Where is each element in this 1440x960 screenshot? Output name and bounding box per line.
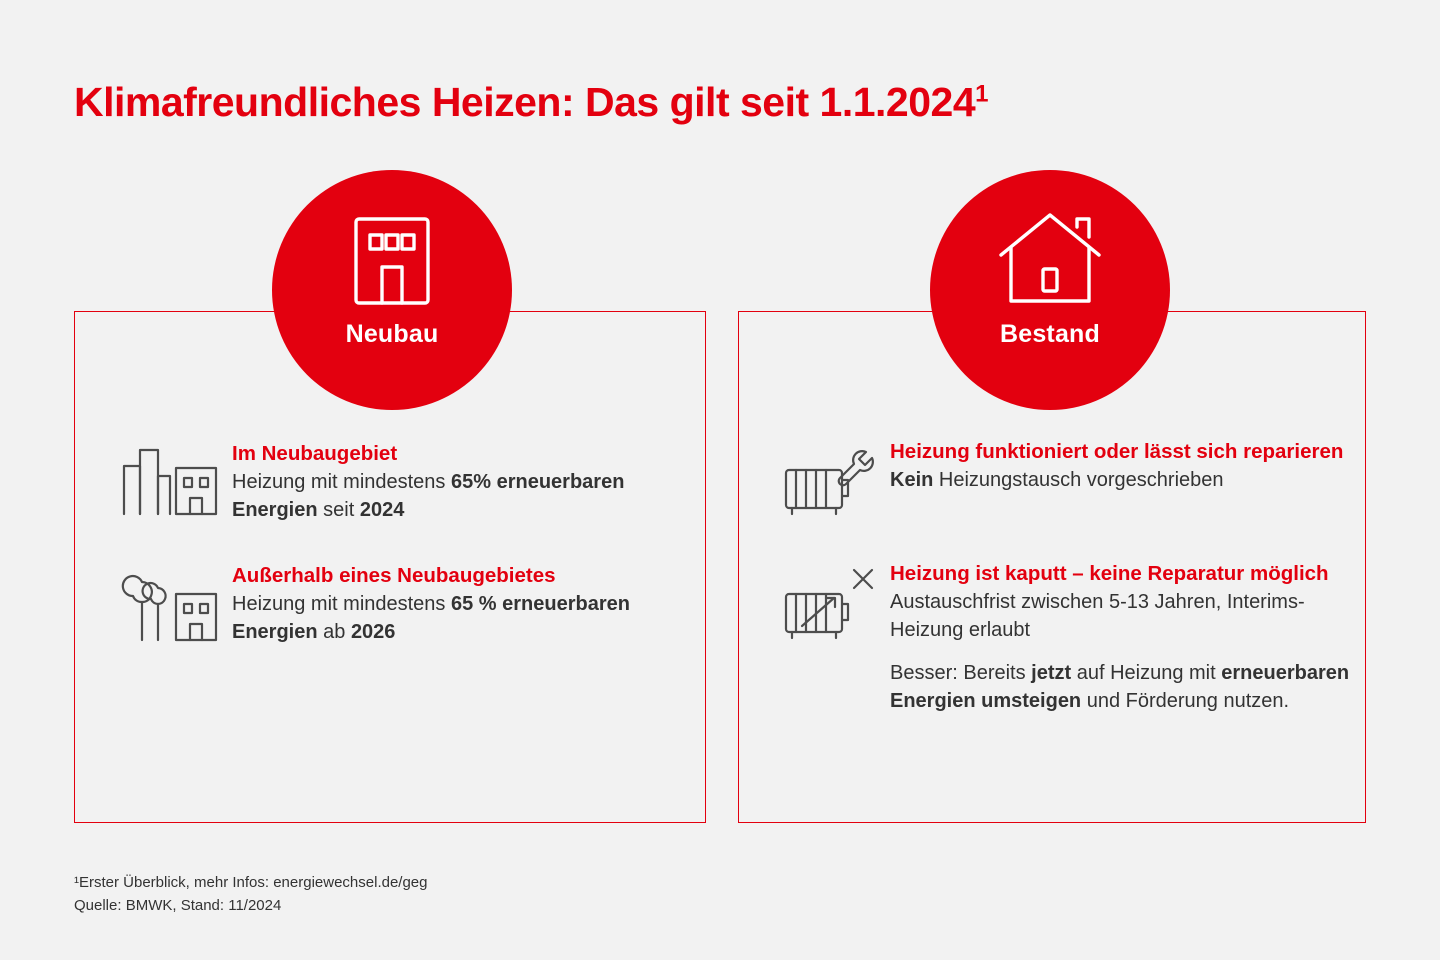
item-neubaugebiet-heading: Im Neubaugebiet bbox=[232, 442, 398, 465]
item-neubaugebiet bbox=[120, 440, 700, 524]
item-heizung-funktioniert-body: Kein Heizungstausch vorgeschrieben bbox=[890, 469, 1224, 492]
item-ausserhalb-neubaugebiet-text bbox=[232, 562, 700, 646]
badge-neubau bbox=[272, 170, 512, 410]
badge-bestand-label: Bestand bbox=[999, 320, 1101, 348]
item-heizung-kaputt-text bbox=[890, 560, 1358, 715]
item-neubaugebiet-text bbox=[232, 440, 700, 524]
item-heizung-funktioniert bbox=[778, 438, 1348, 522]
trees-and-house-icon bbox=[120, 562, 232, 644]
item-heizung-kaputt-body-2: Besser: Bereits jetzt auf Heizung mit erneuerbaren Energien umsteigen und Förderung nutzen. bbox=[890, 662, 1350, 712]
item-heizung-kaputt bbox=[778, 560, 1358, 715]
footnote-line-1: ¹Erster Überblick, mehr Infos: energiewechsel.de/geg bbox=[74, 874, 428, 891]
footnote-line-2: Quelle: BMWK, Stand: 11/2024 bbox=[74, 896, 282, 914]
item-heizung-funktioniert-text bbox=[890, 438, 1348, 495]
item-heizung-kaputt-body-1: Austauschfrist zwischen 5-13 Jahren, Interims-Heizung erlaubt bbox=[890, 591, 1305, 641]
page-title-text: Klimafreundliches Heizen: Das gilt seit 1.1.2024 bbox=[74, 79, 976, 126]
badge-bestand bbox=[930, 170, 1170, 410]
page-title bbox=[74, 79, 988, 126]
badge-neubau-label: Neubau bbox=[345, 320, 439, 348]
item-heizung-kaputt-heading: Heizung ist kaputt – keine Reparatur möglich bbox=[890, 562, 1329, 585]
item-neubaugebiet-body: Heizung mit mindestens 65% erneuerbaren Energien seit 2024 bbox=[232, 471, 625, 521]
apartment-building-icon bbox=[344, 204, 440, 314]
buildings-icon bbox=[120, 440, 232, 518]
title-footnote-marker: 1 bbox=[975, 80, 988, 108]
item-ausserhalb-body: Heizung mit mindestens 65 % erneuerbaren Energien ab 2026 bbox=[232, 593, 630, 643]
item-ausserhalb-neubaugebiet bbox=[120, 562, 700, 646]
radiator-with-wrench-icon bbox=[778, 438, 890, 522]
broken-radiator-icon bbox=[778, 560, 890, 654]
item-heizung-funktioniert-heading: Heizung funktioniert oder lässt sich reparieren bbox=[890, 440, 1344, 463]
footnote bbox=[74, 872, 428, 917]
item-ausserhalb-heading: Außerhalb eines Neubaugebietes bbox=[232, 564, 556, 587]
house-icon bbox=[995, 204, 1105, 314]
